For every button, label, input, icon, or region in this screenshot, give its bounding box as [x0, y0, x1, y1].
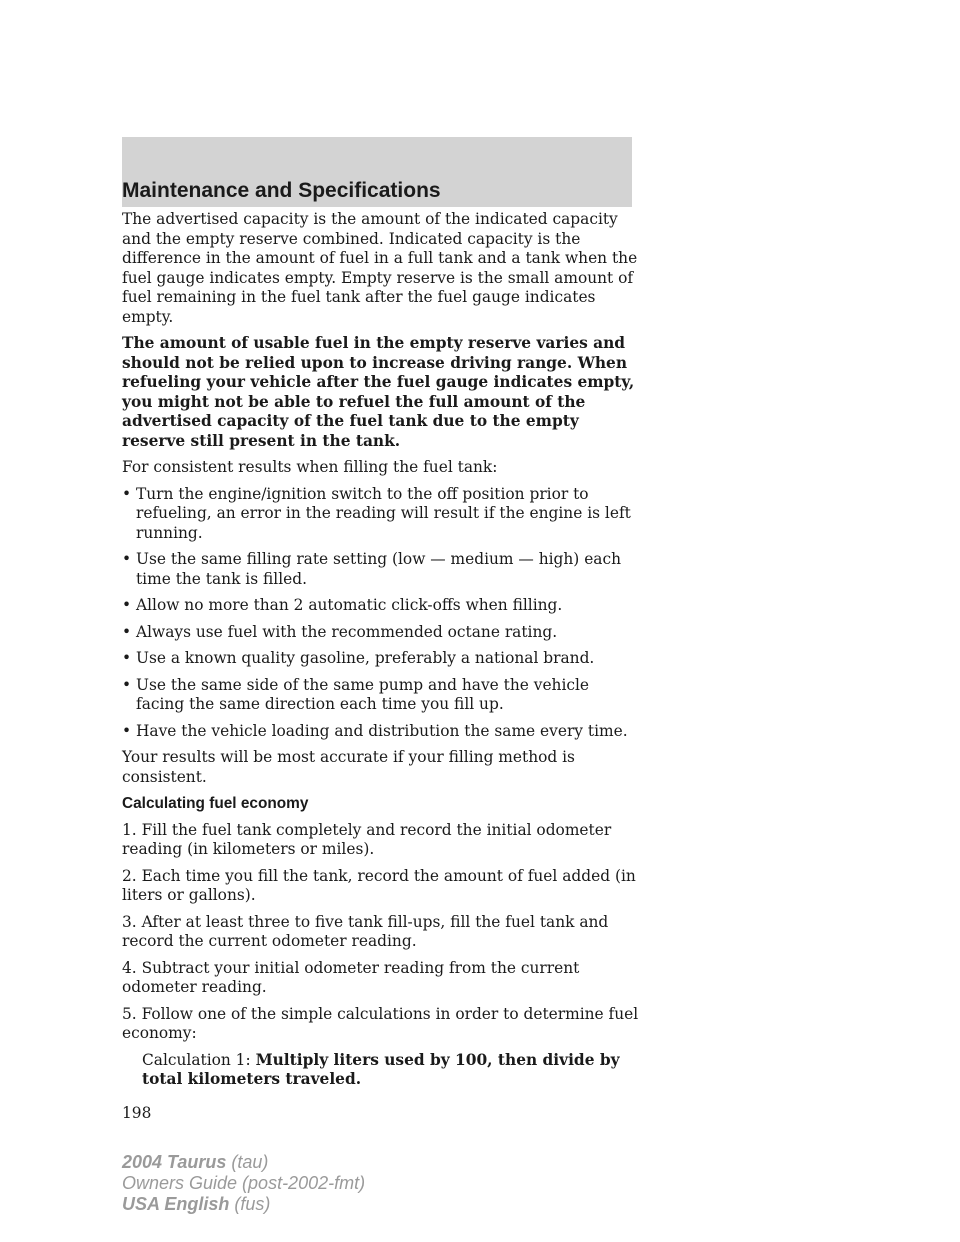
- list-item-text: Turn the engine/ignition switch to the off position prior to refueling, an error in the reading will result if the engine is left running.: [136, 484, 631, 542]
- step-item: 4. Subtract your initial odometer reading from the current odometer reading.: [122, 958, 580, 996]
- document-footer: [122, 1152, 365, 1215]
- calculation-1: [122, 1051, 642, 1090]
- page-content: [122, 210, 642, 1123]
- footer-language-code: (fus): [229, 1194, 271, 1214]
- bullet-icon: •: [122, 675, 132, 694]
- bullet-icon: •: [122, 649, 132, 667]
- list-item: [122, 550, 642, 589]
- footer-line-3: [122, 1194, 365, 1215]
- section-title: Maintenance and Specifications: [122, 179, 441, 202]
- bullet-icon: •: [122, 550, 132, 568]
- list-item-text: Allow no more than 2 automatic click-offs when filling.: [136, 596, 563, 614]
- list-item: [122, 485, 642, 544]
- footer-line-2: Owners Guide (post-2002-fmt): [122, 1173, 366, 1193]
- bullet-icon: •: [122, 484, 132, 503]
- list-item: [122, 649, 642, 669]
- footer-line-1: [122, 1152, 365, 1173]
- footer-language: USA English: [122, 1194, 230, 1214]
- step-item: 1. Fill the fuel tank completely and record the initial odometer reading (in kilometers or miles).: [122, 820, 612, 858]
- page-number: 198: [122, 1103, 152, 1122]
- section-header-band: [122, 137, 632, 207]
- calculation-text: Multiply liters used by 100, then divide by total kilometers traveled.: [142, 1050, 620, 1088]
- step-item: 5. Follow one of the simple calculations in order to determine fuel economy:: [122, 1004, 639, 1042]
- footer-model: 2004 Taurus: [122, 1152, 227, 1172]
- step-item: 2. Each time you fill the tank, record the amount of fuel added (in liters or gallons).: [122, 866, 636, 904]
- tips-list: [122, 485, 642, 742]
- list-item: [122, 596, 642, 616]
- list-item: [122, 623, 642, 643]
- bullet-icon: •: [122, 596, 132, 614]
- paragraph-intro: For consistent results when filling the fuel tank:: [122, 458, 498, 476]
- paragraph-closing: Your results will be most accurate if your filling method is consistent.: [122, 748, 575, 786]
- bullet-icon: •: [122, 721, 132, 740]
- list-item-text: Use a known quality gasoline, preferably a national brand.: [136, 649, 595, 667]
- paragraph-capacity: The advertised capacity is the amount of the indicated capacity and the empty reserve combined. Indicated capacity is the difference in the amount of fuel in a full tank and a tank when the fuel gauge indicates empty. Empty reserve is the small amount of fuel remaining in the fuel tank after the fuel gauge indicates empty.: [122, 210, 638, 326]
- bullet-icon: •: [122, 622, 132, 641]
- list-item: [122, 676, 642, 715]
- section-heading: Calculating fuel economy: [122, 795, 309, 812]
- list-item-text: Have the vehicle loading and distribution the same every time.: [136, 721, 628, 740]
- list-item-text: Use the same side of the same pump and have the vehicle facing the same direction each time you fill up.: [136, 675, 590, 713]
- list-item-text: Always use fuel with the recommended octane rating.: [136, 622, 558, 641]
- list-item: [122, 722, 642, 742]
- footer-model-code: (tau): [226, 1152, 269, 1172]
- paragraph-warning: The amount of usable fuel in the empty reserve varies and should not be relied upon to increase driving range. When refueling your vehicle after the fuel gauge indicates empty, you might not be able to refuel the full amount of the advertised capacity of the fuel tank due to the empty reserve still present in the tank.: [122, 334, 635, 450]
- step-item: 3. After at least three to five tank fill-ups, fill the fuel tank and record the current odometer reading.: [122, 912, 609, 950]
- list-item-text: Use the same filling rate setting (low — medium — high) each time the tank is filled.: [136, 550, 622, 588]
- calculation-label: Calculation 1:: [142, 1050, 256, 1069]
